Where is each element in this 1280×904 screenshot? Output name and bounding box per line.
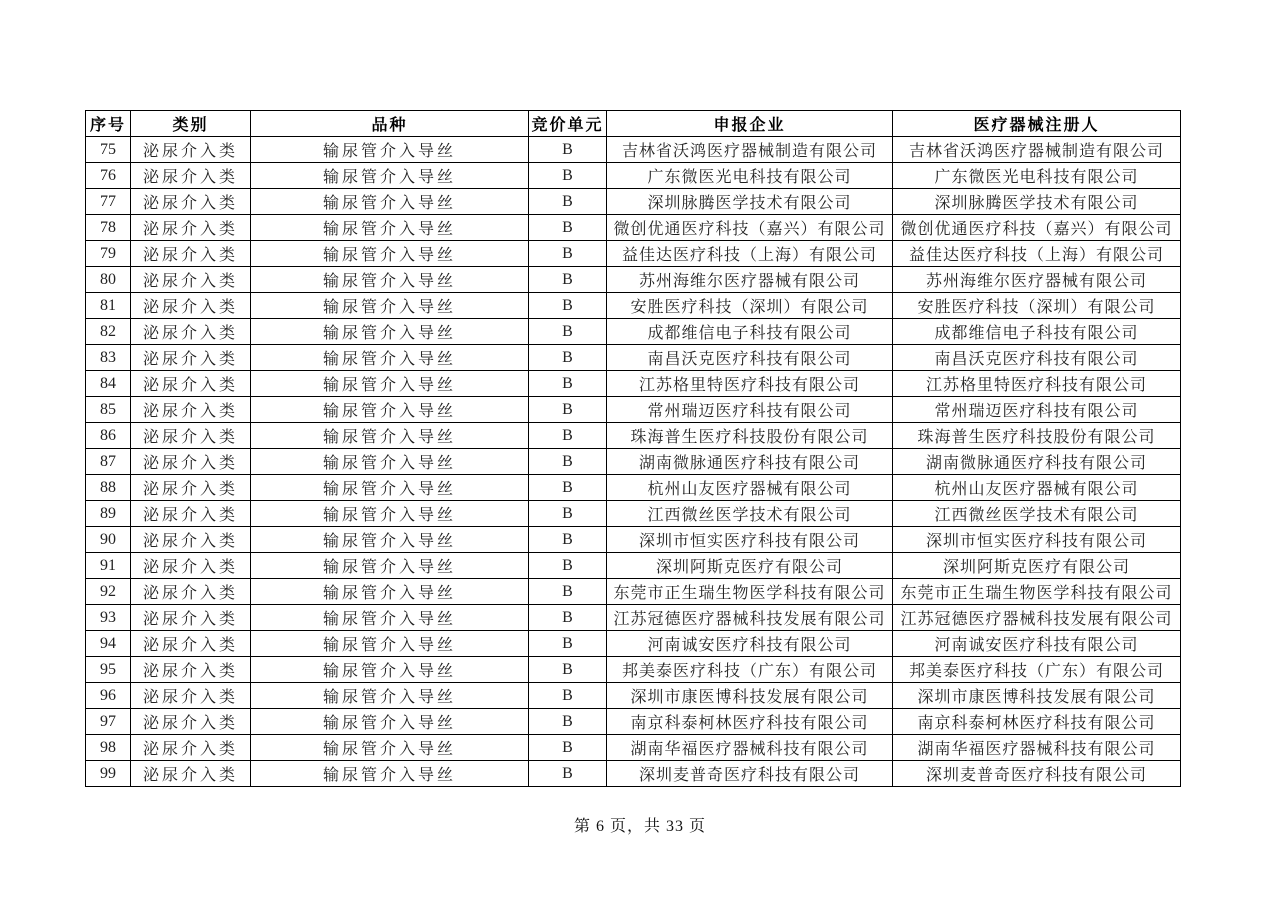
cell-product: 输尿管介入导丝	[251, 189, 529, 215]
cell-serial-number: 88	[86, 475, 131, 501]
cell-product: 输尿管介入导丝	[251, 605, 529, 631]
cell-serial-number: 98	[86, 735, 131, 761]
cell-serial-number: 76	[86, 163, 131, 189]
cell-category: 泌尿介入类	[131, 397, 251, 423]
cell-product: 输尿管介入导丝	[251, 579, 529, 605]
cell-product: 输尿管介入导丝	[251, 137, 529, 163]
cell-registrant: 常州瑞迈医疗科技有限公司	[893, 397, 1181, 423]
column-header-no: 序号	[86, 111, 131, 137]
cell-registrant: 成都维信电子科技有限公司	[893, 319, 1181, 345]
cell-bidding-unit: B	[529, 189, 607, 215]
table-row	[86, 189, 1181, 215]
cell-product: 输尿管介入导丝	[251, 163, 529, 189]
cell-product: 输尿管介入导丝	[251, 423, 529, 449]
cell-registrant: 邦美泰医疗科技（广东）有限公司	[893, 657, 1181, 683]
cell-applicant: 珠海普生医疗科技股份有限公司	[607, 423, 893, 449]
cell-registrant: 深圳脉腾医学技术有限公司	[893, 189, 1181, 215]
cell-serial-number: 81	[86, 293, 131, 319]
cell-bidding-unit: B	[529, 137, 607, 163]
cell-applicant: 深圳市恒实医疗科技有限公司	[607, 527, 893, 553]
cell-product: 输尿管介入导丝	[251, 449, 529, 475]
table-row	[86, 397, 1181, 423]
cell-applicant: 河南诚安医疗科技有限公司	[607, 631, 893, 657]
cell-bidding-unit: B	[529, 761, 607, 787]
table-row	[86, 449, 1181, 475]
cell-product: 输尿管介入导丝	[251, 501, 529, 527]
cell-applicant: 江西微丝医学技术有限公司	[607, 501, 893, 527]
table-row	[86, 163, 1181, 189]
cell-category: 泌尿介入类	[131, 657, 251, 683]
table-row	[86, 137, 1181, 163]
cell-category: 泌尿介入类	[131, 267, 251, 293]
cell-category: 泌尿介入类	[131, 709, 251, 735]
cell-category: 泌尿介入类	[131, 735, 251, 761]
cell-applicant: 常州瑞迈医疗科技有限公司	[607, 397, 893, 423]
cell-applicant: 南京科泰柯林医疗科技有限公司	[607, 709, 893, 735]
cell-registrant: 东莞市正生瑞生物医学科技有限公司	[893, 579, 1181, 605]
cell-product: 输尿管介入导丝	[251, 267, 529, 293]
cell-product: 输尿管介入导丝	[251, 475, 529, 501]
cell-applicant: 广东微医光电科技有限公司	[607, 163, 893, 189]
table-row	[86, 423, 1181, 449]
cell-category: 泌尿介入类	[131, 553, 251, 579]
cell-category: 泌尿介入类	[131, 683, 251, 709]
table-row	[86, 215, 1181, 241]
cell-bidding-unit: B	[529, 371, 607, 397]
cell-product: 输尿管介入导丝	[251, 371, 529, 397]
cell-category: 泌尿介入类	[131, 137, 251, 163]
cell-category: 泌尿介入类	[131, 449, 251, 475]
cell-category: 泌尿介入类	[131, 527, 251, 553]
cell-registrant: 益佳达医疗科技（上海）有限公司	[893, 241, 1181, 267]
cell-category: 泌尿介入类	[131, 501, 251, 527]
cell-registrant: 杭州山友医疗器械有限公司	[893, 475, 1181, 501]
cell-registrant: 苏州海维尔医疗器械有限公司	[893, 267, 1181, 293]
cell-product: 输尿管介入导丝	[251, 397, 529, 423]
cell-category: 泌尿介入类	[131, 475, 251, 501]
table-row	[86, 319, 1181, 345]
cell-registrant: 深圳市康医博科技发展有限公司	[893, 683, 1181, 709]
cell-applicant: 南昌沃克医疗科技有限公司	[607, 345, 893, 371]
table-row	[86, 371, 1181, 397]
page-footer	[0, 813, 1280, 836]
cell-registrant: 安胜医疗科技（深圳）有限公司	[893, 293, 1181, 319]
table-row	[86, 761, 1181, 787]
cell-applicant: 微创优通医疗科技（嘉兴）有限公司	[607, 215, 893, 241]
cell-serial-number: 83	[86, 345, 131, 371]
cell-registrant: 湖南华福医疗器械科技有限公司	[893, 735, 1181, 761]
cell-registrant: 江苏格里特医疗科技有限公司	[893, 371, 1181, 397]
cell-serial-number: 80	[86, 267, 131, 293]
cell-serial-number: 90	[86, 527, 131, 553]
cell-registrant: 湖南微脉通医疗科技有限公司	[893, 449, 1181, 475]
cell-serial-number: 92	[86, 579, 131, 605]
cell-serial-number: 89	[86, 501, 131, 527]
cell-applicant: 深圳脉腾医学技术有限公司	[607, 189, 893, 215]
cell-bidding-unit: B	[529, 631, 607, 657]
cell-product: 输尿管介入导丝	[251, 657, 529, 683]
cell-applicant: 深圳市康医博科技发展有限公司	[607, 683, 893, 709]
cell-bidding-unit: B	[529, 241, 607, 267]
cell-category: 泌尿介入类	[131, 423, 251, 449]
table-row	[86, 345, 1181, 371]
cell-applicant: 东莞市正生瑞生物医学科技有限公司	[607, 579, 893, 605]
cell-registrant: 吉林省沃鸿医疗器械制造有限公司	[893, 137, 1181, 163]
cell-bidding-unit: B	[529, 527, 607, 553]
cell-category: 泌尿介入类	[131, 371, 251, 397]
table-row	[86, 579, 1181, 605]
cell-bidding-unit: B	[529, 605, 607, 631]
table-row	[86, 553, 1181, 579]
cell-applicant: 成都维信电子科技有限公司	[607, 319, 893, 345]
cell-bidding-unit: B	[529, 449, 607, 475]
cell-registrant: 河南诚安医疗科技有限公司	[893, 631, 1181, 657]
cell-bidding-unit: B	[529, 267, 607, 293]
cell-category: 泌尿介入类	[131, 293, 251, 319]
cell-category: 泌尿介入类	[131, 605, 251, 631]
cell-applicant: 安胜医疗科技（深圳）有限公司	[607, 293, 893, 319]
cell-serial-number: 84	[86, 371, 131, 397]
cell-product: 输尿管介入导丝	[251, 527, 529, 553]
cell-serial-number: 79	[86, 241, 131, 267]
cell-product: 输尿管介入导丝	[251, 683, 529, 709]
table-row	[86, 683, 1181, 709]
cell-bidding-unit: B	[529, 423, 607, 449]
cell-category: 泌尿介入类	[131, 163, 251, 189]
cell-product: 输尿管介入导丝	[251, 553, 529, 579]
page-number-text: 第 6 页，共 33 页	[573, 818, 706, 835]
bidding-unit-table	[85, 110, 1181, 787]
cell-serial-number: 93	[86, 605, 131, 631]
cell-product: 输尿管介入导丝	[251, 241, 529, 267]
column-header-applicant: 申报企业	[607, 111, 893, 137]
cell-serial-number: 82	[86, 319, 131, 345]
cell-registrant: 深圳阿斯克医疗有限公司	[893, 553, 1181, 579]
cell-applicant: 邦美泰医疗科技（广东）有限公司	[607, 657, 893, 683]
cell-product: 输尿管介入导丝	[251, 631, 529, 657]
cell-bidding-unit: B	[529, 553, 607, 579]
cell-serial-number: 77	[86, 189, 131, 215]
cell-registrant: 广东微医光电科技有限公司	[893, 163, 1181, 189]
cell-registrant: 江西微丝医学技术有限公司	[893, 501, 1181, 527]
cell-bidding-unit: B	[529, 397, 607, 423]
cell-serial-number: 75	[86, 137, 131, 163]
cell-serial-number: 97	[86, 709, 131, 735]
cell-serial-number: 86	[86, 423, 131, 449]
cell-applicant: 湖南微脉通医疗科技有限公司	[607, 449, 893, 475]
cell-bidding-unit: B	[529, 345, 607, 371]
cell-registrant: 南昌沃克医疗科技有限公司	[893, 345, 1181, 371]
cell-serial-number: 85	[86, 397, 131, 423]
cell-serial-number: 95	[86, 657, 131, 683]
table-row	[86, 709, 1181, 735]
cell-registrant: 珠海普生医疗科技股份有限公司	[893, 423, 1181, 449]
cell-bidding-unit: B	[529, 319, 607, 345]
table-row	[86, 241, 1181, 267]
cell-serial-number: 94	[86, 631, 131, 657]
cell-serial-number: 91	[86, 553, 131, 579]
cell-category: 泌尿介入类	[131, 631, 251, 657]
cell-category: 泌尿介入类	[131, 345, 251, 371]
cell-category: 泌尿介入类	[131, 579, 251, 605]
cell-registrant: 南京科泰柯林医疗科技有限公司	[893, 709, 1181, 735]
table-body	[86, 137, 1181, 787]
cell-product: 输尿管介入导丝	[251, 319, 529, 345]
cell-applicant: 杭州山友医疗器械有限公司	[607, 475, 893, 501]
table-row	[86, 267, 1181, 293]
cell-registrant: 微创优通医疗科技（嘉兴）有限公司	[893, 215, 1181, 241]
cell-bidding-unit: B	[529, 709, 607, 735]
cell-bidding-unit: B	[529, 293, 607, 319]
cell-applicant: 江苏格里特医疗科技有限公司	[607, 371, 893, 397]
cell-bidding-unit: B	[529, 657, 607, 683]
cell-bidding-unit: B	[529, 683, 607, 709]
cell-bidding-unit: B	[529, 163, 607, 189]
cell-category: 泌尿介入类	[131, 319, 251, 345]
cell-applicant: 深圳阿斯克医疗有限公司	[607, 553, 893, 579]
cell-serial-number: 87	[86, 449, 131, 475]
cell-category: 泌尿介入类	[131, 241, 251, 267]
cell-product: 输尿管介入导丝	[251, 761, 529, 787]
cell-applicant: 江苏冠德医疗器械科技发展有限公司	[607, 605, 893, 631]
cell-bidding-unit: B	[529, 215, 607, 241]
table-row	[86, 735, 1181, 761]
table-row	[86, 527, 1181, 553]
cell-applicant: 吉林省沃鸿医疗器械制造有限公司	[607, 137, 893, 163]
table-row	[86, 605, 1181, 631]
cell-bidding-unit: B	[529, 579, 607, 605]
cell-product: 输尿管介入导丝	[251, 735, 529, 761]
cell-product: 输尿管介入导丝	[251, 215, 529, 241]
cell-product: 输尿管介入导丝	[251, 293, 529, 319]
cell-applicant: 深圳麦普奇医疗科技有限公司	[607, 761, 893, 787]
table-row	[86, 631, 1181, 657]
table-row	[86, 501, 1181, 527]
table-row	[86, 657, 1181, 683]
column-header-product: 品种	[251, 111, 529, 137]
cell-product: 输尿管介入导丝	[251, 709, 529, 735]
table-row	[86, 293, 1181, 319]
cell-registrant: 江苏冠德医疗器械科技发展有限公司	[893, 605, 1181, 631]
cell-bidding-unit: B	[529, 475, 607, 501]
cell-serial-number: 78	[86, 215, 131, 241]
cell-applicant: 益佳达医疗科技（上海）有限公司	[607, 241, 893, 267]
cell-serial-number: 99	[86, 761, 131, 787]
cell-category: 泌尿介入类	[131, 215, 251, 241]
cell-category: 泌尿介入类	[131, 761, 251, 787]
cell-registrant: 深圳麦普奇医疗科技有限公司	[893, 761, 1181, 787]
column-header-category: 类别	[131, 111, 251, 137]
cell-bidding-unit: B	[529, 501, 607, 527]
cell-category: 泌尿介入类	[131, 189, 251, 215]
cell-applicant: 湖南华福医疗器械科技有限公司	[607, 735, 893, 761]
table-header-row	[86, 111, 1181, 137]
cell-registrant: 深圳市恒实医疗科技有限公司	[893, 527, 1181, 553]
cell-product: 输尿管介入导丝	[251, 345, 529, 371]
cell-applicant: 苏州海维尔医疗器械有限公司	[607, 267, 893, 293]
table-row	[86, 475, 1181, 501]
cell-serial-number: 96	[86, 683, 131, 709]
column-header-unit: 竞价单元	[529, 111, 607, 137]
cell-bidding-unit: B	[529, 735, 607, 761]
column-header-registrant: 医疗器械注册人	[893, 111, 1181, 137]
